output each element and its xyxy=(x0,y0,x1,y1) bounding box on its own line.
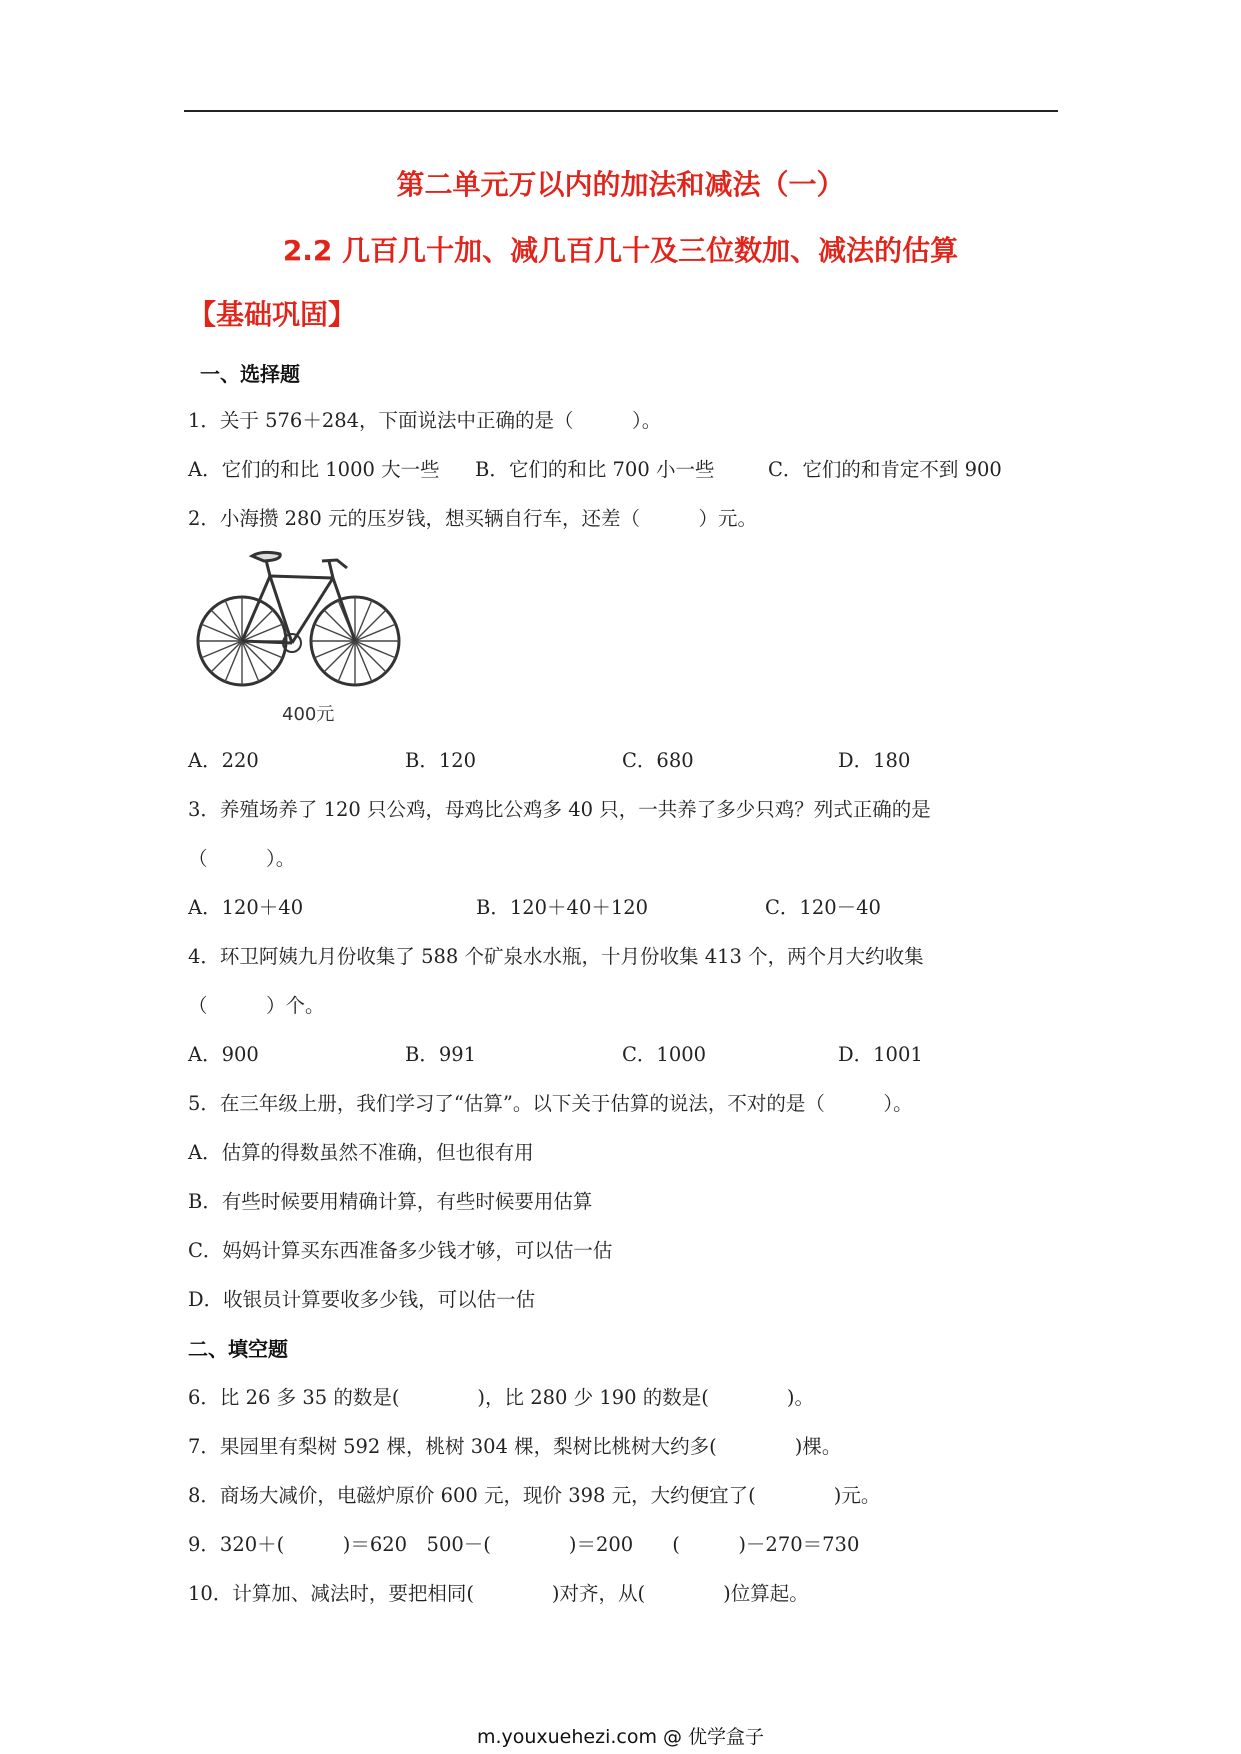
question-4: 4．环卫阿姨九月份收集了 588 个矿泉水水瓶，十月份收集 413 个，两个月大约收集 xyxy=(188,945,924,968)
question-1: 1．关于 576＋284，下面说法中正确的是（ ）。 xyxy=(188,409,662,432)
q2-option-d: D．180 xyxy=(838,749,911,772)
q1-option-c: C．它们的和肯定不到 900 xyxy=(768,458,1002,481)
q3-option-b: B．120＋40＋120 xyxy=(476,896,649,919)
section-label: 【基础巩固】 xyxy=(188,298,357,331)
q1-option-a: A．它们的和比 1000 大一些 xyxy=(188,458,440,481)
bicycle-price-label: 400元 xyxy=(282,704,335,725)
q1-option-b: B．它们的和比 700 小一些 xyxy=(475,458,715,481)
q4-option-c: C．1000 xyxy=(622,1043,707,1066)
q3-option-a: A．120＋40 xyxy=(188,896,304,919)
footer-watermark: m.youxuehezi.com @ 优学盒子 xyxy=(476,1726,765,1748)
question-7: 7．果园里有梨树 592 棵，桃树 304 棵，梨树比桃树大约多( )棵。 xyxy=(188,1435,842,1458)
q5-option-a: A．估算的得数虽然不准确，但也很有用 xyxy=(188,1141,534,1164)
q3-option-c: C．120－40 xyxy=(765,896,881,919)
q5-option-d: D．收银员计算要收多少钱，可以估一估 xyxy=(188,1288,536,1311)
page-title: 第二单元万以内的加法和减法（一） xyxy=(396,168,845,201)
question-2: 2．小海攒 280 元的压岁钱，想买辆自行车，还差（ ）元。 xyxy=(188,507,758,530)
q2-option-c: C．680 xyxy=(622,749,694,772)
q4-option-a: A．900 xyxy=(188,1043,259,1066)
question-4-cont: （ ）个。 xyxy=(188,994,325,1017)
question-3: 3．养殖场养了 120 只公鸡，母鸡比公鸡多 40 只，一共养了多少只鸡？列式正确的是 xyxy=(188,798,931,821)
q2-option-b: B．120 xyxy=(405,749,477,772)
q2-option-a: A．220 xyxy=(188,749,259,772)
q4-option-d: D．1001 xyxy=(838,1043,923,1066)
q4-option-b: B．991 xyxy=(405,1043,477,1066)
bicycle-image xyxy=(192,546,412,726)
page-subtitle: 2.2 几百几十加、减几百几十及三位数加、减法的估算 xyxy=(282,234,959,267)
part2-heading: 二、填空题 xyxy=(188,1337,288,1361)
question-8: 8．商场大减价，电磁炉原价 600 元，现价 398 元，大约便宜了( )元。 xyxy=(188,1484,881,1507)
question-6: 6．比 26 多 35 的数是( )，比 280 少 190 的数是( )。 xyxy=(188,1386,814,1409)
question-9: 9．320＋( )＝620 500－( )＝200 ( )－270＝730 xyxy=(188,1533,860,1556)
header-rule xyxy=(184,110,1058,112)
q5-option-b: B．有些时候要用精确计算，有些时候要用估算 xyxy=(188,1190,593,1213)
question-10: 10．计算加、减法时，要把相同( )对齐，从( )位算起。 xyxy=(188,1582,809,1605)
q5-option-c: C．妈妈计算买东西准备多少钱才够，可以估一估 xyxy=(188,1239,613,1262)
part1-heading: 一、选择题 xyxy=(200,362,300,386)
question-5: 5．在三年级上册，我们学习了“估算”。以下关于估算的说法，不对的是（ ）。 xyxy=(188,1092,913,1115)
question-3-cont: （ ）。 xyxy=(188,847,296,870)
